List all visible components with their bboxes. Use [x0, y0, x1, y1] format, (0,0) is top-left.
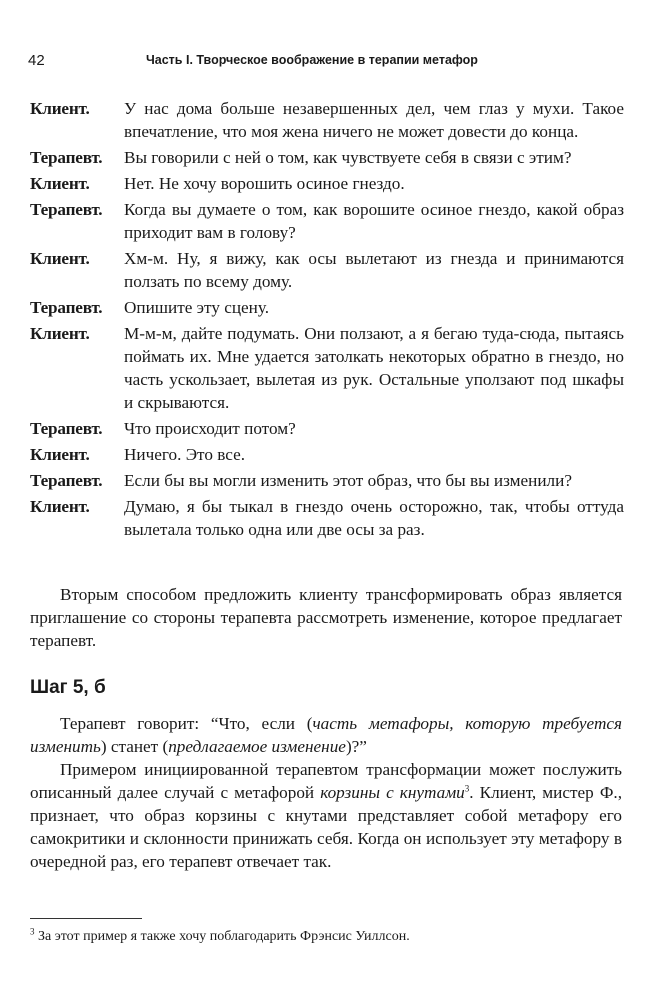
speaker-label: Терапевт.	[30, 298, 103, 317]
section-heading: Шаг 5, б	[30, 677, 106, 698]
dialogue-turn	[30, 97, 624, 143]
dialogue-turn	[30, 417, 624, 440]
speaker-label: Клиент.	[30, 497, 90, 516]
utterance: Ничего. Это все.	[124, 445, 245, 464]
utterance: Если бы вы могли изменить этот образ, что бы вы изменили?	[124, 471, 572, 490]
body-paragraph	[30, 712, 622, 758]
para-text: ) станет (	[100, 737, 169, 756]
running-title: Часть I. Творческое воображение в терапии метафор	[146, 53, 478, 67]
dialogue-transcript	[30, 97, 624, 544]
speaker-label: Клиент.	[30, 99, 90, 118]
dialogue-turn	[30, 198, 624, 244]
utterance: Опишите эту сцену.	[124, 298, 270, 317]
footnote-divider	[30, 918, 142, 919]
speaker-label: Терапевт.	[30, 419, 103, 438]
body-paragraph: Вторым способом предложить клиенту трансформировать образ является приглашение со стороны терапевта рассмотреть изменение, которое предлагает терапевт.	[30, 585, 622, 650]
dialogue-turn	[30, 322, 624, 414]
page-header	[28, 52, 628, 74]
utterance: Вы говорили с ней о том, как чувствуете себя в связи с этим?	[124, 148, 572, 167]
utterance: Что происходит потом?	[124, 419, 296, 438]
speaker-label: Терапевт.	[30, 200, 103, 219]
speaker-label: Клиент.	[30, 249, 90, 268]
italic-phrase: часть метафоры, которую требуется изменить	[30, 714, 622, 756]
utterance: У нас дома больше незавершенных дел, чем глаз у мухи. Такое впечатление, что моя жена ничего не может довести до конца.	[124, 99, 624, 141]
utterance: Думаю, я бы тыкал в гнездо очень осторожно, так, чтобы оттуда вылетала только одна или две осы за раз.	[124, 497, 624, 539]
utterance: Хм-м. Ну, я вижу, как осы вылетают из гнезда и принимаются ползать по всему дому.	[124, 249, 624, 291]
speaker-label: Терапевт.	[30, 148, 103, 167]
dialogue-turn	[30, 247, 624, 293]
speaker-label: Клиент.	[30, 445, 90, 464]
utterance: М-м-м, дайте подумать. Они ползают, а я бегаю туда-сюда, пытаясь поймать их. Мне удается затолкать некоторых обратно в гнездо, но часть ускользает, вылетая из рук. Остальные уползают под шкафы и скрываются.	[124, 324, 624, 412]
para-text: Примером инициированной терапевтом трансформации может послужить описанный далее случай с метафорой	[30, 760, 622, 802]
footnote-text: За этот пример я также хочу поблагодарить Фрэнсис Уиллсон.	[38, 929, 410, 944]
speaker-label: Клиент.	[30, 324, 90, 343]
footnote	[30, 928, 410, 946]
utterance: Когда вы думаете о том, как ворошите осиное гнездо, какой образ приходит вам в голову?	[124, 200, 624, 242]
body-paragraph	[30, 758, 622, 873]
speaker-label: Клиент.	[30, 174, 90, 193]
dialogue-turn	[30, 172, 624, 195]
para-text: Терапевт говорит: “Что, если (	[60, 714, 313, 733]
dialogue-turn	[30, 296, 624, 319]
utterance: Нет. Не хочу ворошить осиное гнездо.	[124, 174, 405, 193]
italic-phrase: предлагаемое изменение	[168, 737, 346, 756]
dialogue-turn	[30, 443, 624, 466]
speaker-label: Терапевт.	[30, 471, 103, 490]
dialogue-turn	[30, 146, 624, 169]
page-number: 42	[28, 52, 45, 69]
footnote-ref[interactable]: 3	[464, 783, 470, 794]
para-text: . Клиент, мистер Ф., признает, что образ корзины с кнутами представляет собой метафору его самокритики и склонности принижать себя. Когда он использует эту метафору в очередной раз, его терапевт отвечает так.	[30, 783, 622, 871]
italic-phrase: корзины с кнутами	[320, 783, 465, 802]
dialogue-turn	[30, 469, 624, 492]
dialogue-turn	[30, 495, 624, 541]
para-text: )?”	[345, 737, 367, 756]
footnote-number: 3	[30, 926, 35, 937]
